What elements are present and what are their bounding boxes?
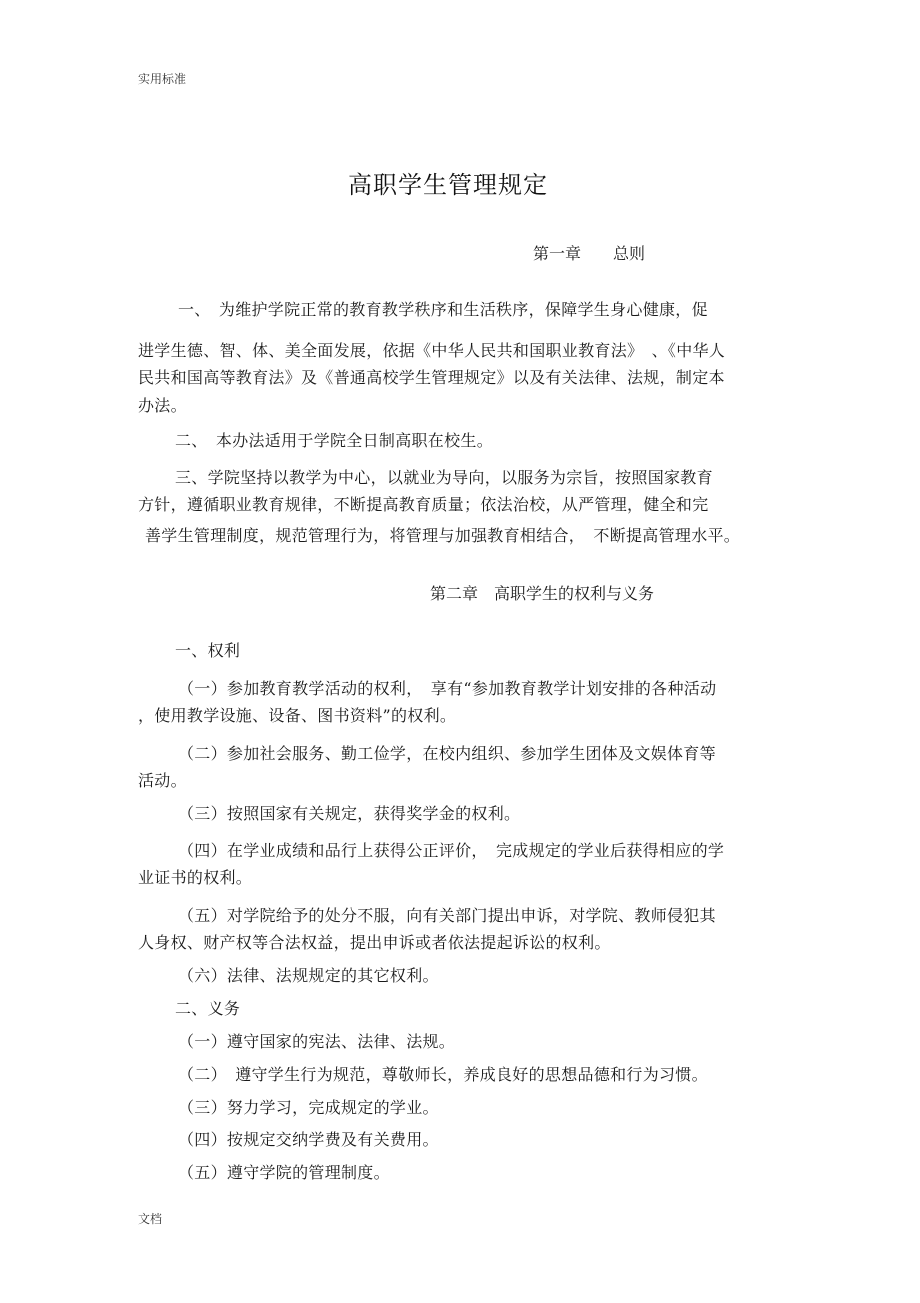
rights-line: （五）对学院给予的处分不服，向有关部门提出申诉，对学院、教师侵犯其: [178, 906, 716, 925]
page-footer: 文档: [138, 1212, 163, 1226]
rights-line: ，使用教学设施、设备、图书资料”的权利。: [138, 706, 457, 725]
paragraph-line: 办法。: [138, 396, 187, 415]
duties-line: （二） 遵守学生行为规范，尊敬师长，养成良好的思想品德和行为习惯。: [178, 1065, 708, 1084]
duties-line: （一）遵守国家的宪法、法律、法规。: [178, 1032, 456, 1051]
duties-line: （四）按规定交纳学费及有关费用。: [178, 1130, 439, 1149]
rights-line: 活动。: [138, 771, 187, 790]
rights-line: （四）在学业成绩和品行上获得公正评价， 完成规定的学业后获得相应的学: [178, 841, 725, 860]
chapter-1-heading: 第一章 总则: [533, 244, 646, 263]
paragraph-line: 善学生管理制度，规范管理行为，将管理与加强教育相结合， 不断提高管理水平。: [145, 526, 741, 545]
paragraph-line: 三、学院坚持以教学为中心，以就业为导向，以服务为宗旨，按照国家教育: [175, 468, 713, 487]
section-heading-rights: 一、权利: [175, 641, 241, 660]
page-header: 实用标准: [138, 72, 187, 86]
paragraph-line: 二、 本办法适用于学院全日制高职在校生。: [175, 431, 494, 450]
paragraph-line: 方针，遵循职业教育规律，不断提高教育质量；依法治校，从严管理，健全和完: [138, 495, 709, 514]
rights-line: 人身权、财产权等合法权益，提出申诉或者依法提起诉讼的权利。: [138, 933, 611, 952]
document-title: 高职学生管理规定: [348, 171, 548, 199]
paragraph-line: 一、 为维护学院正常的教育教学秩序和生活秩序，保障学生身心健康，促: [178, 300, 708, 319]
paragraph-line: 民共和国高等教育法》及《普通高校学生管理规定》以及有关法律、法规，制定本: [138, 368, 725, 387]
rights-line: （二）参加社会服务、勤工俭学，在校内组织、参加学生团体及文娱体育等: [178, 744, 716, 763]
duties-line: （五）遵守学院的管理制度。: [178, 1163, 390, 1182]
duties-line: （三）努力学习，完成规定的学业。: [178, 1098, 439, 1117]
rights-line: （三）按照国家有关规定，获得奖学金的权利。: [178, 804, 521, 823]
section-heading-duties: 二、义务: [175, 999, 241, 1018]
rights-line: 业证书的权利。: [138, 868, 253, 887]
paragraph-line: 进学生德、智、体、美全面发展，依据《中华人民共和国职业教育法》 、《中华人: [138, 341, 726, 360]
chapter-2-heading: 第二章 高职学生的权利与义务: [430, 584, 655, 603]
rights-line: （六）法律、法规规定的其它权利。: [178, 966, 439, 985]
rights-line: （一）参加教育教学活动的权利， 享有“参加教育教学计划安排的各种活动: [178, 679, 717, 698]
